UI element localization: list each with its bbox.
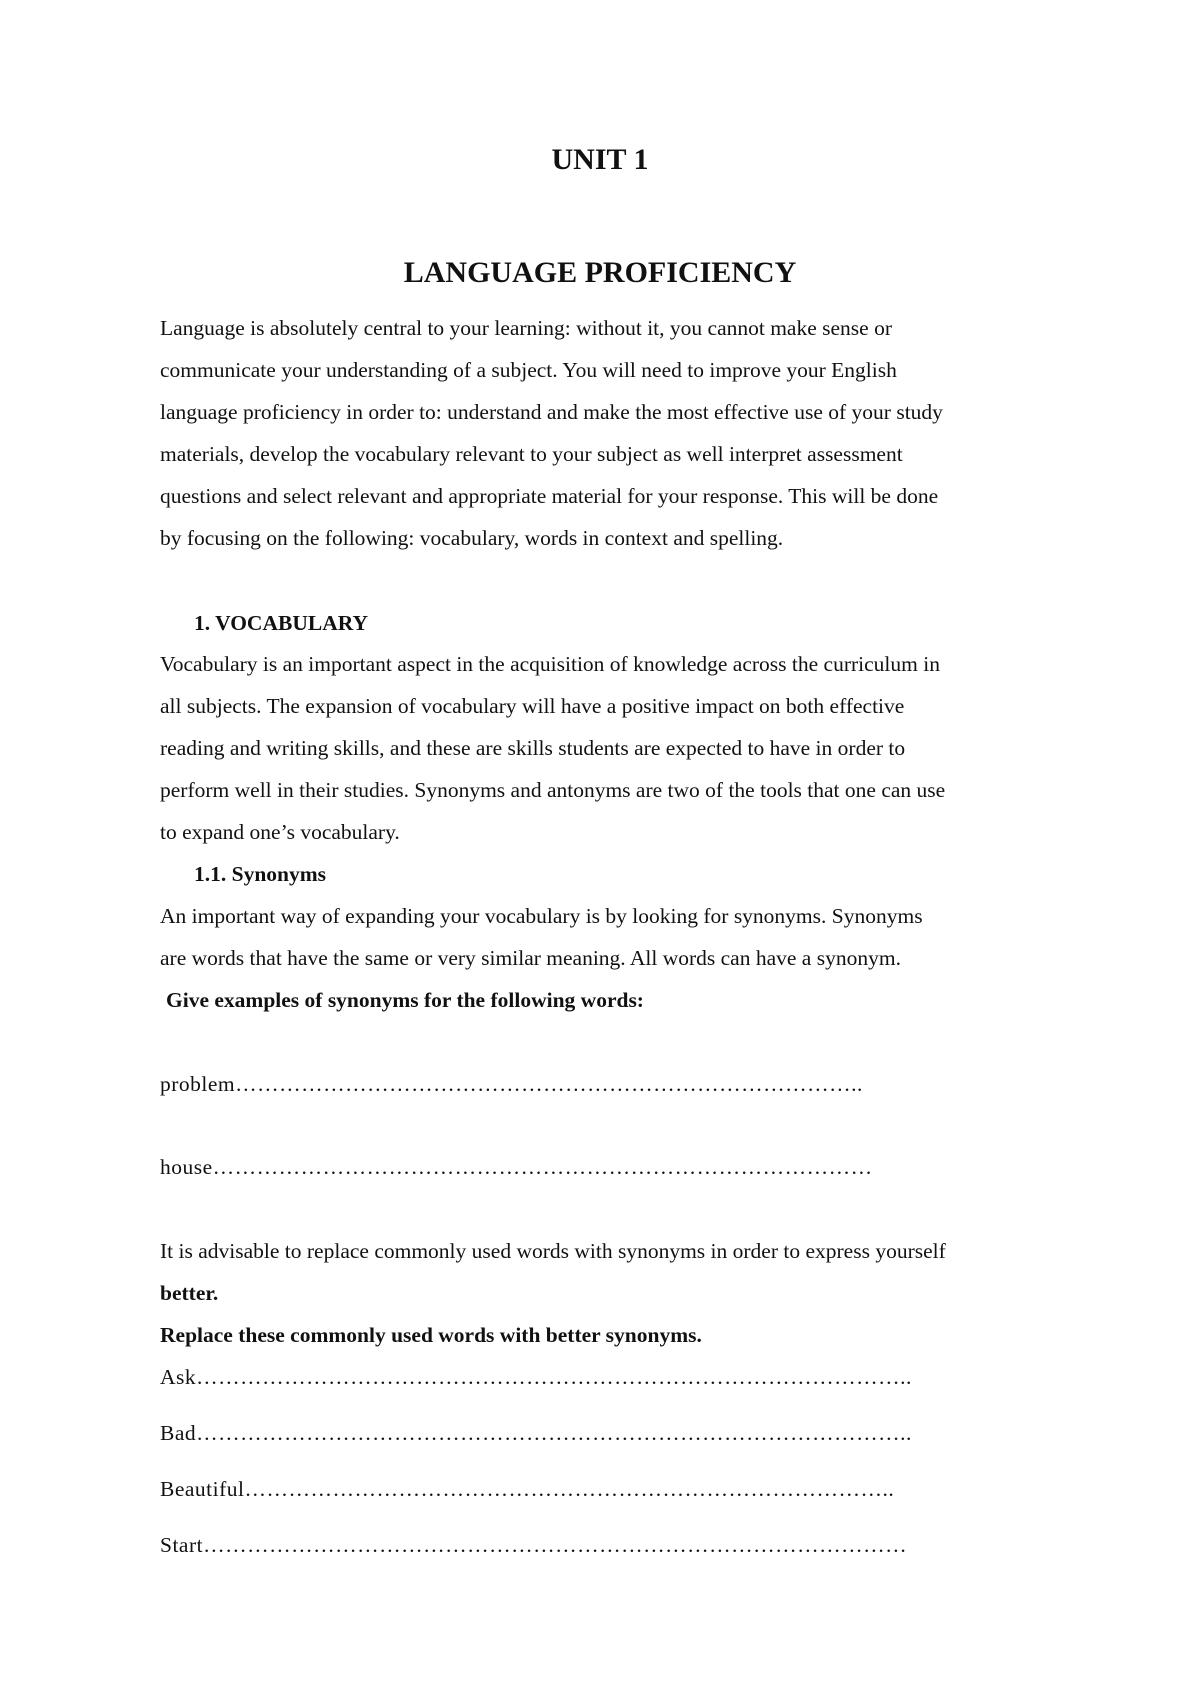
- body-line: It is advisable to replace commonly used words with synonyms in order to express yourself: [160, 1239, 946, 1263]
- intro-line: materials, develop the vocabulary relevant to your subject as well interpret assessment: [160, 442, 903, 466]
- exercise-instruction: Replace these commonly used words with better synonyms.: [160, 1323, 702, 1347]
- intro-line: by focusing on the following: vocabulary, words in context and spelling.: [160, 526, 784, 550]
- exercise-line-start[interactable]: Start……………………………………………………………………………………: [160, 1533, 908, 1557]
- intro-line: language proficiency in order to: understand and make the most effective use of your study: [160, 400, 943, 424]
- exercise-instruction: Give examples of synonyms for the following words:: [166, 988, 644, 1012]
- exercise-line-house[interactable]: house………………………………………………………………………………: [160, 1155, 873, 1179]
- unit-title: UNIT 1: [551, 143, 649, 176]
- body-line: are words that have the same or very similar meaning. All words can have a synonym.: [160, 946, 901, 970]
- section-heading-synonyms: 1.1. Synonyms: [194, 862, 327, 886]
- chapter-title: LANGUAGE PROFICIENCY: [403, 256, 797, 289]
- body-line: reading and writing skills, and these are skills students are expected to have in order to: [160, 736, 906, 760]
- exercise-line-problem[interactable]: problem…………………………………………………………………………..: [160, 1072, 863, 1096]
- exercise-line-ask[interactable]: Ask……………………………………………………………………………………..: [160, 1365, 912, 1389]
- body-line: all subjects. The expansion of vocabulary will have a positive impact on both effective: [160, 694, 905, 718]
- body-line: Vocabulary is an important aspect in the acquisition of knowledge across the curriculum in: [160, 652, 940, 676]
- section-heading-vocabulary: 1. VOCABULARY: [194, 611, 369, 635]
- exercise-line-bad[interactable]: Bad……………………………………………………………………………………..: [160, 1421, 912, 1445]
- intro-line: Language is absolutely central to your learning: without it, you cannot make sense or: [160, 316, 892, 340]
- exercise-line-beautiful[interactable]: Beautiful……………………………………………………………………………..: [160, 1477, 895, 1501]
- intro-line: communicate your understanding of a subject. You will need to improve your English: [160, 358, 897, 382]
- body-line: perform well in their studies. Synonyms and antonyms are two of the tools that one can use: [160, 778, 946, 802]
- body-line: better.: [160, 1281, 219, 1305]
- body-line: to expand one’s vocabulary.: [160, 820, 400, 844]
- intro-line: questions and select relevant and appropriate material for your response. This will be done: [160, 484, 939, 508]
- body-line: An important way of expanding your vocabulary is by looking for synonyms. Synonyms: [160, 904, 923, 928]
